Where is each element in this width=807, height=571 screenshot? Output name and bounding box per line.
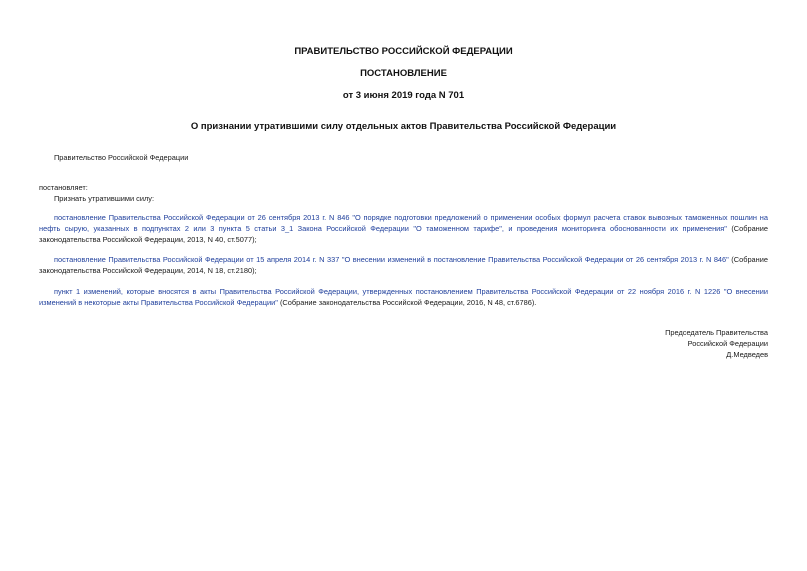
signature-name: Д.Медведев [726, 350, 768, 359]
citation-text: (Собрание законодательства Российской Федерации, 2013, N 40, ст.5077); [39, 224, 768, 244]
government-heading: ПРАВИТЕЛЬСТВО РОССИЙСКОЙ ФЕДЕРАЦИИ [294, 46, 513, 57]
list-item [39, 212, 768, 245]
decides-text: постановляет: [39, 183, 88, 192]
intro-text: Правительство Российской Федерации [54, 153, 189, 162]
signature-position: Председатель Правительства [665, 328, 768, 337]
signature-organization: Российской Федерации [687, 339, 768, 348]
list-item [39, 286, 768, 308]
document-link[interactable]: пункт 1 изменений, которые вносятся в акты Правительства Российской Федерации, утвержденных постановлением Правительства Российской Федерации от 22 ноября 2016 г. N 1226 "О внесении изменений в некоторые акты Правительства Российской Федерации" [39, 287, 768, 307]
signature-block [518, 327, 768, 360]
list-item [39, 254, 768, 276]
citation-text: (Собрание законодательства Российской Федерации, 2016, N 48, ст.6786). [277, 298, 537, 307]
citation-text: (Собрание законодательства Российской Федерации, 2014, N 18, ст.2180); [39, 255, 768, 275]
recognize-text: Признать утратившими силу: [54, 194, 155, 203]
document-link[interactable]: постановление Правительства Российской Федерации от 26 сентября 2013 г. N 846 "О порядке подготовки предложений о применении особых формул расчета ставок вывозных таможенных пошлин на нефть сырую, указанных в подпунктах 2 или 3 пункта 5 статьи 3_1 Закона Российской Федерации "О таможенном тарифе", и проведения мониторинга обоснованности их применения" [39, 213, 768, 233]
doc-type-heading: ПОСТАНОВЛЕНИЕ [360, 68, 447, 79]
document-title: О признании утратившими силу отдельных актов Правительства Российской Федерации [190, 121, 617, 132]
date-number-heading: от 3 июня 2019 года N 701 [342, 90, 465, 101]
document-link[interactable]: постановление Правительства Российской Федерации от 15 апреля 2014 г. N 337 "О внесении изменений в постановление Правительства Российской Федерации от 26 сентября 2013 г. N 846" [54, 255, 729, 264]
